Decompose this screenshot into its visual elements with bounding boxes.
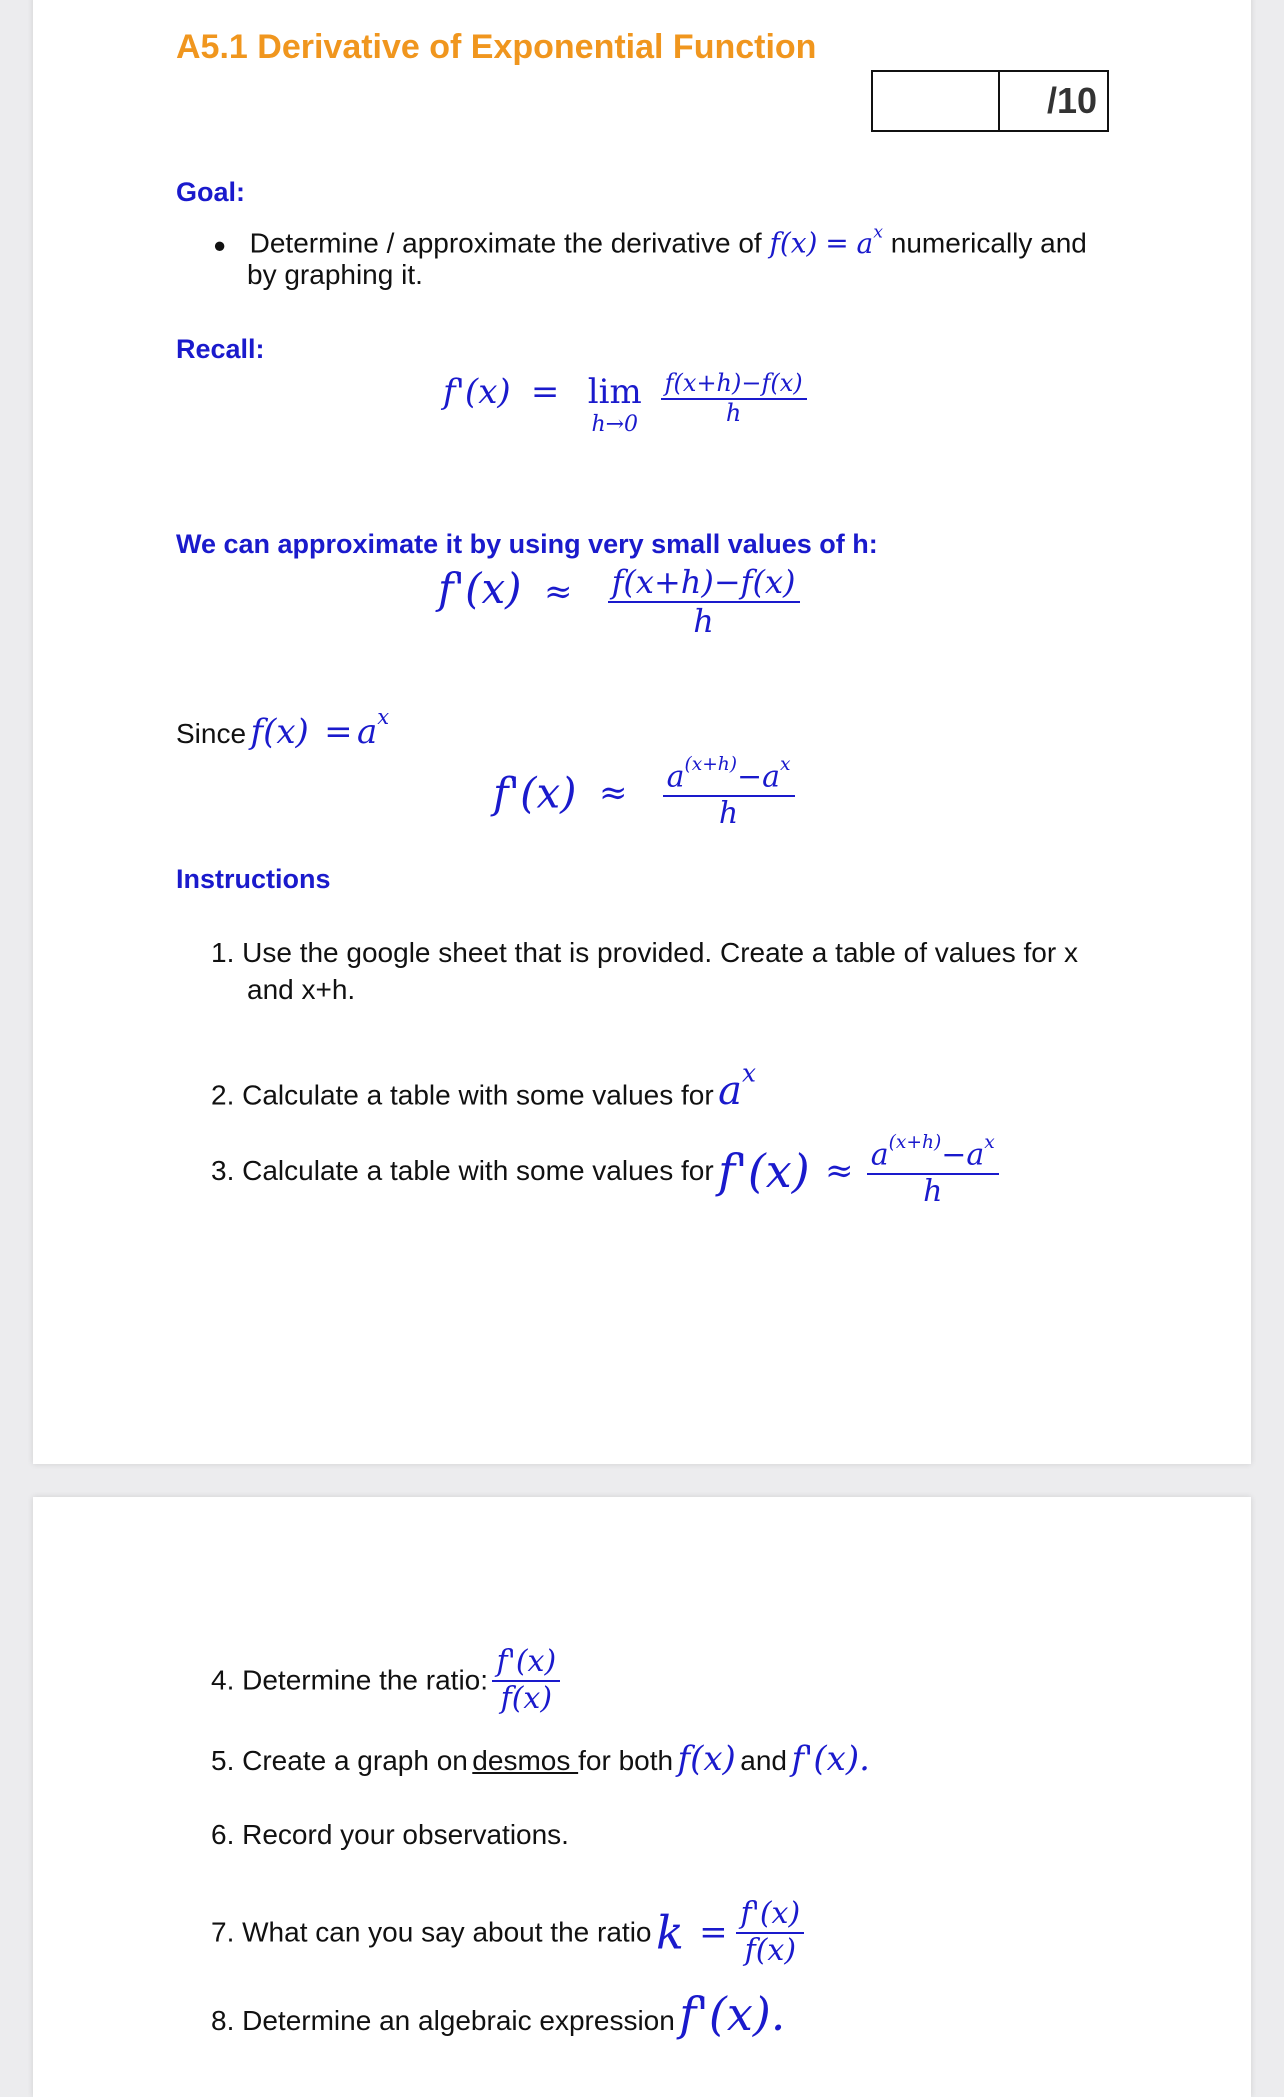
goal-bullet: ● Determine / approximate the derivative of $f(x) = a^x$ numerically and (213, 222, 1087, 260)
page-title: A5.1 Derivative of Exponential Function (176, 28, 817, 66)
step-4: 4. Determine the ratio: $\frac{f'(x)}{f(x)}$ (211, 1645, 560, 1716)
approx-formula: f'(x) ≈ $\frac{f(x+h)-f(x)}{h}$ (438, 564, 800, 640)
recall-formula: f'(x) = lim h→0 $\frac{f(x+h)-f(x)}{h}$ (443, 372, 807, 437)
instructions-heading: Instructions (176, 864, 331, 894)
score-box (871, 70, 1109, 132)
step-7: 7. What can you say about the ratio k = $\frac{f'(x)}{f(x)}$ (211, 1897, 804, 1968)
step-1: 1. Use the google sheet that is provided. Create a table of values for x (211, 937, 1078, 968)
bullet-icon: ● (213, 232, 227, 258)
step-2: 2. Calculate a table with some values for $a^x$ (211, 1059, 757, 1115)
step-5: 5. Create a graph on desmos for both f(x) and f'(x). (211, 1739, 870, 1779)
approx2-formula: f'(x) ≈ $\frac{a^{(x+h)}-a^x}{h}$ (493, 754, 795, 832)
score-total: /10 (1046, 80, 1097, 121)
goal-fx: f(x) (769, 226, 818, 260)
step-6: 6. Record your observations. (211, 1819, 569, 1850)
goal-heading: Goal: (176, 177, 246, 207)
desmos-link[interactable]: desmos (472, 1745, 579, 1776)
approx-heading: We can approximate it by using very small values of h: (176, 529, 878, 559)
score-input-cell[interactable] (873, 72, 1000, 130)
step-3: 3. Calculate a table with some values for f'(x) ≈ $\frac{a^{(x+h)}-a^x}{h}$ (211, 1132, 999, 1210)
step-8: 8. Determine an algebraic expression f'(x). (211, 1987, 786, 2041)
step-1-cont: and x+h. (247, 974, 356, 1005)
goal-a-power-x: $a^x$ (856, 222, 883, 260)
worksheet-page-1 (33, 0, 1251, 1464)
since-line: Since $f(x) = a^x$ (176, 704, 390, 752)
worksheet-page-2 (33, 1497, 1251, 2097)
recall-heading: Recall: (176, 334, 265, 364)
goal-line2: by graphing it. (247, 259, 423, 290)
